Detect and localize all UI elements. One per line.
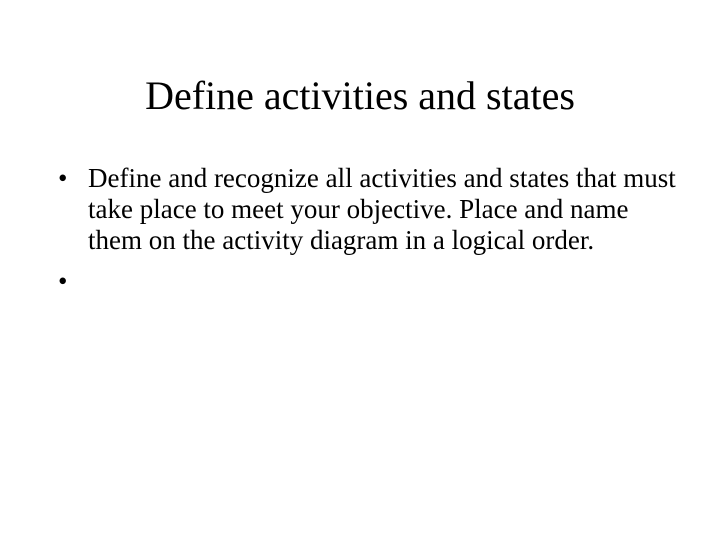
bullet-icon: • xyxy=(58,266,68,296)
bullet-item xyxy=(58,163,678,256)
bullet-list xyxy=(58,163,678,307)
bullet-icon: • xyxy=(58,163,68,193)
slide-title: Define activities and states xyxy=(145,73,575,118)
bullet-item-empty xyxy=(58,266,678,297)
bullet-text: Define and recognize all activities and states that must take place to meet your objective. Place and name them on the activity diagram in a logical order. xyxy=(88,163,676,255)
